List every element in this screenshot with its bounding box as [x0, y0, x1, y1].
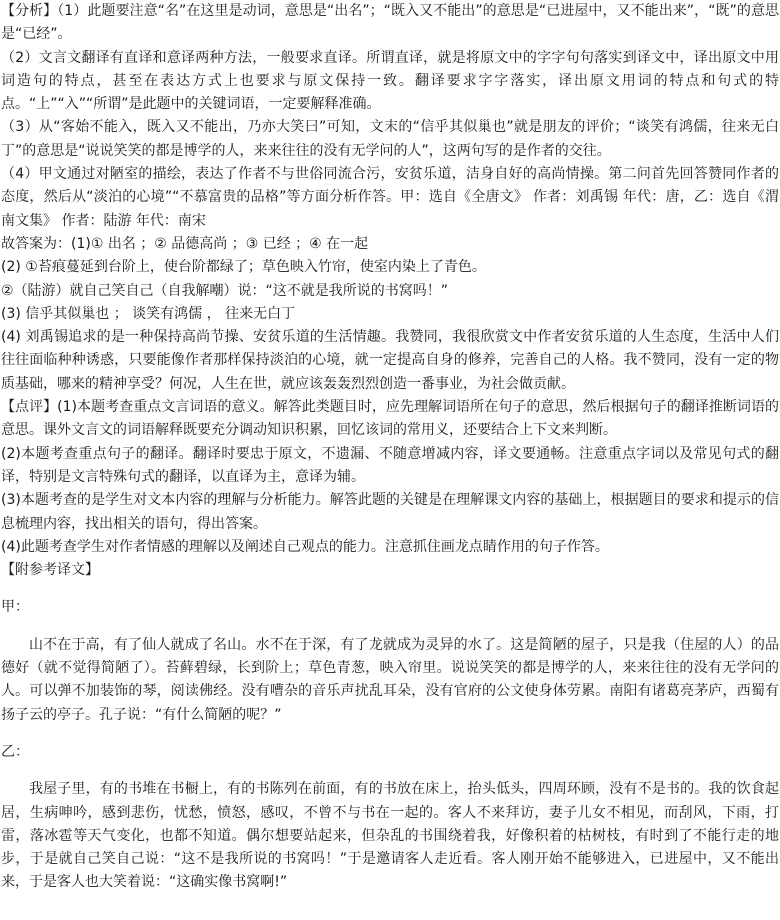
spacer — [1, 620, 779, 634]
analysis-heading: 【分析】 — [1, 3, 58, 19]
comment-heading: 【点评】 — [1, 399, 58, 416]
spacer — [1, 727, 779, 741]
answer-item-2b: ②（陆游）就自己笑自己（自我解嘲）说：“这不就是我所说的书窝吗！” — [1, 282, 449, 299]
answer-item-2: (2) ①苔痕蔓延到台阶上，使台阶都绿了；草色映入竹帘，使室内染上了青色。 — [1, 259, 486, 276]
analysis-item-4: （4）甲文通过对陋室的描绘，表达了作者不与世俗同流合污，安贫乐道，洁身自好的高尚情操。第二问首先回答赞同作者的态度，然后从“淡泊的心境”“不慕富贵的品格”等方面分析作答。甲：选自《全唐文》 作者：刘禹锡 年代：唐，乙：选自《渭南文集》 作者：陆游 年代：南宋 — [1, 166, 779, 229]
jia-translation: 山不在于高，有了仙人就成了名山。水不在于深，有了龙就成为灵异的水了。这是简陋的屋子，只是我（住屋的人）的品德好（就不觉得简陋了）。苔藓碧绿，长到阶上；草色青葱，映入帘里。说说笑笑的都是博学的人，来来往往的没有无学问的人。可以弹不加装饰的琴，阅读佛经。没有嘈杂的音乐声扰乱耳朵，没有官府的公文使身体劳累。南阳有诸葛亮茅庐，西蜀有扬子云的亭子。孔子说：“有什么简陋的呢？” — [1, 636, 779, 723]
analysis-item-1: 【分析】（1）此题要注意“名”在这里是动词，意思是“出名”；“既入又不能出”的意思是“已进屋中，又不能出来”，“既”的意思是“已经”。 — [1, 3, 780, 43]
answer-item-4: (4) 刘禹锡追求的是一种保持高尚节操、安贫乐道的生活情趣。我赞同，我很欣赏文中作者安贫乐道的人生态度，生活中人们往往面临种种诱惑，只要能像作者那样保持淡泊的心境，就一定提高自身的修养，完善自己的人格。我不赞同，没有一定的物质基础，哪来的精神享受？何况，人生在世，就应该轰轰烈烈创造一番事业，为社会做贡献。 — [1, 329, 779, 392]
comment-item-2: (2)本题考查重点句子的翻译。翻译时要忠于原文，不遗漏、不随意增减内容，译文要通畅。注意重点字词以及常见句式的翻译，特别是文言特殊句式的翻译，以直译为主，意译为辅。 — [1, 445, 779, 485]
comment-item-3: (3)本题考查的是学生对文本内容的理解与分析能力。解答此题的关键是在理解课文内容的基础上，根据题目的要求和提示的信息梳理内容，找出相关的语句，得出答案。 — [1, 492, 779, 532]
answer-lead: 故答案为：(1)① 出名 ；② 品德高尚 ；③ 已经 ；④ 在一起 — [1, 235, 369, 252]
comment-item-4: (4)此题考查学生对作者情感的理解以及阐述自己观点的能力。注意抓住画龙点睛作用的句子作答。 — [1, 538, 609, 555]
analysis-item-2: （2）文言文翻译有直译和意译两种方法，一般要求直译。所谓直译，就是将原文中的字字句句落实到译文中，译出原文中用词造句的特点，甚至在表达方式上也要求与原文保持一致。翻译要求字字落实，译出原文用词的特点和句式的特点。“上”“入”“所谓”是此题中的关键词语，一定要解释准确。 — [1, 49, 779, 113]
analysis-item-3: （3）从“客始不能入，既入又不能出，乃亦大笑曰”可知，文末的“信乎其似巢也”就是朋友的评价；“谈笑有鸿儒，往来无白丁”的意思是“说说笑笑的都是博学的人，来来往往的没有无学问的人”，这两句写的是作者的交往。 — [1, 119, 779, 159]
yi-label: 乙： — [1, 743, 29, 760]
answer-item-3: (3) 信乎其似巢也 ； 谈笑有鸿儒 ， 往来无白丁 — [1, 305, 296, 322]
spacer — [1, 764, 779, 778]
yi-translation: 我屋子里，有的书堆在书橱上，有的书陈列在前面，有的书放在床上，抬头低头，四周环顾，没有不是书的。我的饮食起居，生病呻吟，感到悲伤，忧愁，愤怒，感叹，不曾不与书在一起的。客人不来拜访，妻子儿女不相见，而刮风，下雨，打雷，落冰雹等天气变化，也都不知道。偶尔想要站起来，但杂乱的书围绕着我，好像积着的枯树枝，有时到了不能行走的地步，于是就自己笑自己说：“这不是我所说的书窝吗！”于是邀请客人走近看。客人刚开始不能够进入，已进屋中，又不能出来，于是客人也大笑着说：“这确实像书窝啊!” — [1, 781, 779, 891]
jia-label: 甲： — [1, 599, 29, 616]
spacer — [1, 582, 779, 596]
reference-heading: 【附参考译文】 — [1, 562, 99, 579]
comment-item-1: 【点评】(1)本题考查重点文言词语的意义。解答此类题目时，应先理解词语所在句子的意思，然后根据句子的翻译推断词语的意思。课外文言文的词语解释既要充分调动知识积累，回忆该词的常用义，还要结合上下文来判断。 — [1, 399, 780, 439]
